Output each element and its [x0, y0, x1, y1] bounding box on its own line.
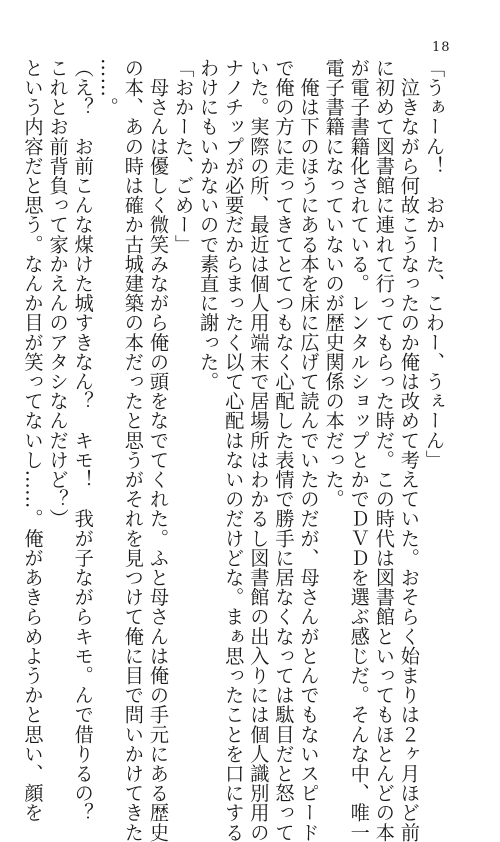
text-line: わけにもいかないので素直に謝った。 [197, 58, 221, 392]
text-line: ナノチップが必要だからまったく以て心配はないのだけどな。まぁ思ったことを口にする [222, 58, 246, 842]
vertical-text-block [21, 58, 447, 842]
text-line: の本、あの時は確か古城建築の本だったと思うがそれを見つけて俺に目で問いかけてきた [121, 58, 145, 842]
text-line: で俺の方に走ってきてとてつもなく心配した表情で勝手に居なくなっては駄目だと怒って [272, 58, 296, 842]
text-line: に初めて図書館に連れて行ってもらった時だ。この時代は図書館といってもほとんどの本 [372, 58, 396, 842]
text-line: これとお前背負って家かえんのアタシなんだけど？） [46, 58, 70, 529]
page-number: 18 [432, 40, 451, 55]
text-line: 俺は下のほうにある本を床に広げて読んでいたのだが、母さんがとんでもないスピード [297, 58, 321, 842]
text-line: 電子書籍になっていないのが歴史関係の本だった。 [322, 58, 346, 509]
text-line: ……。 [96, 58, 120, 117]
text-line: が電子書籍化されている。レンタルショップとかでＤＶＤを選ぶ感じだ。そんな中、唯一 [347, 58, 371, 842]
text-line: いた。実際の所、最近は個人用端末で居場所はわかるし図書館の出入りには個人識別用の [247, 58, 271, 842]
text-line: 母さんは優しく微笑みながら俺の頭をなでてくれた。ふと母さんは俺の手元にある歴史 [146, 58, 170, 842]
text-line: 「おかーた、ごめー」 [172, 58, 196, 254]
text-line: という内容だと思う。なんか目が笑ってないし……。俺があきらめようかと思い、顔を [21, 58, 45, 823]
text-line: （え？ お前こんな煤けた城すきなん？ キモ！ 我が子ながらキモ。んで借りるの？ [71, 58, 95, 823]
text-line: 泣きながら何故こうなったのか俺は改めて考えていた。おそらく始まりは２ヶ月ほど前 [397, 58, 421, 842]
text-line: 「うぁーん！ おかーた、こわー、うぇーん」 [423, 58, 446, 470]
